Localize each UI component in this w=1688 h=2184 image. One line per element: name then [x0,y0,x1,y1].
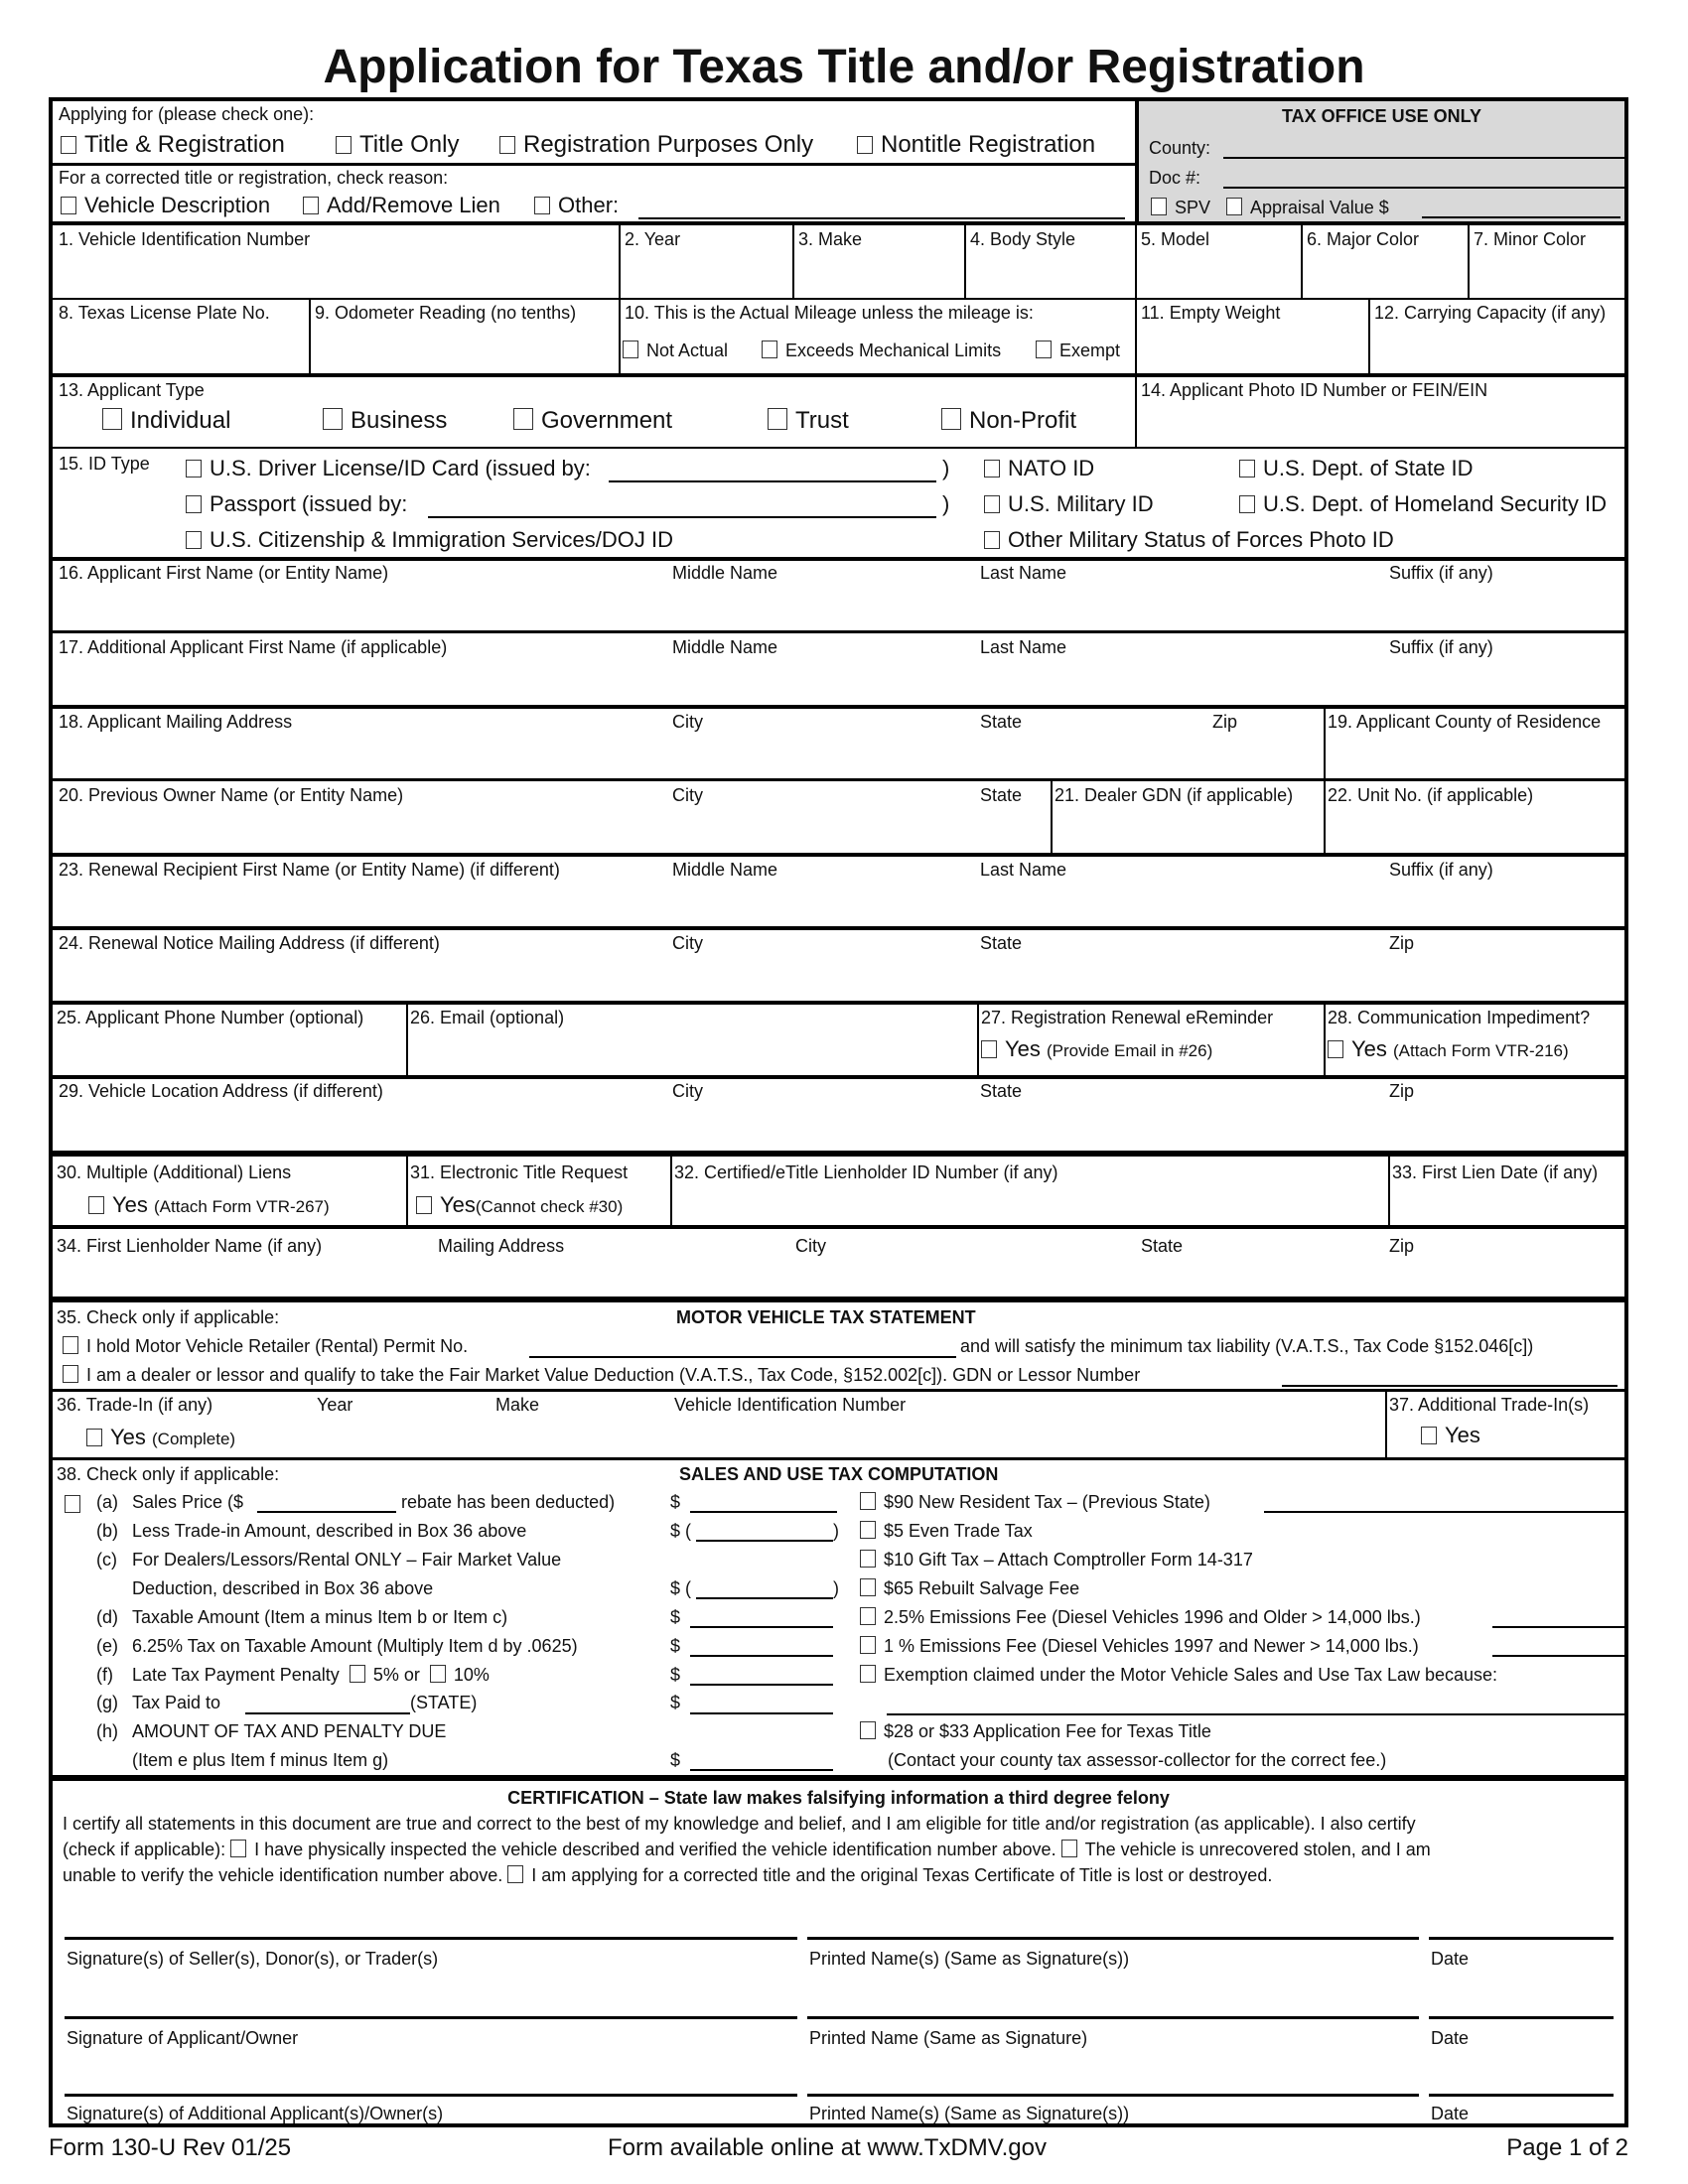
field-17-suffix[interactable]: Suffix (if any) [1389,637,1493,657]
field-9-odometer[interactable]: 9. Odometer Reading (no tenths) [315,303,577,323]
item-e-amount-input[interactable] [690,1655,833,1657]
paren: ) [833,1578,839,1598]
additional-date-label: Date [1431,2104,1470,2123]
lost-title-checkbox[interactable] [507,1865,523,1883]
trade-in-year[interactable]: Year [317,1395,353,1415]
field-18-state[interactable]: State [980,712,1023,732]
additional-printed-name-label: Printed Name(s) (Same as Signature(s)) [809,2104,1130,2123]
checkbox[interactable] [186,460,202,478]
field-25-phone[interactable]: 25. Applicant Phone Number (optional) [57,1008,364,1027]
field-7-minor-color[interactable]: 7. Minor Color [1474,229,1587,249]
field-36-trade-in: 36. Trade-In (if any) [57,1395,213,1415]
field-12-carrying-capacity[interactable]: 12. Carrying Capacity (if any) [1374,303,1607,323]
checkbox[interactable] [323,408,343,430]
sales-price-rebate-input[interactable] [257,1511,396,1513]
item-a-amount-input[interactable] [690,1511,837,1513]
item-d-dollar: $ [670,1607,681,1627]
appraisal-input[interactable] [1422,216,1620,218]
motor-vehicle-tax-heading: MOTOR VEHICLE TAX STATEMENT [676,1307,976,1327]
applicant-type-government[interactable]: Government [513,407,672,435]
gdn-lessor-input[interactable] [1282,1385,1618,1387]
checkbox[interactable] [186,531,202,549]
checkbox[interactable] [860,1665,876,1683]
checkbox[interactable] [1036,341,1052,358]
checkbox[interactable] [336,136,352,154]
checkbox[interactable] [860,1578,876,1596]
field-16-middle-name[interactable]: Middle Name [672,563,778,583]
spv-checkbox[interactable]: SPV [1151,197,1210,218]
checkbox[interactable] [941,408,961,430]
tax-paid-state-input[interactable] [245,1712,410,1714]
even-trade-tax[interactable]: $5 Even Trade Tax [860,1520,1033,1542]
item-b-dollar: $ ( [670,1521,692,1541]
paren: ) [833,1521,839,1541]
tax-office-panel [1135,101,1624,221]
checkbox[interactable] [1226,198,1242,215]
field-6-major-color[interactable]: 6. Major Color [1307,229,1420,249]
form-online-link[interactable]: Form available online at www.TxDMV.gov [608,2134,1047,2161]
item-h-amount-input[interactable] [690,1769,833,1771]
field-14-photo-id[interactable]: 14. Applicant Photo ID Number or FEIN/EIN [1141,380,1488,400]
item-d-key: (d) [96,1607,118,1627]
emissions-25-input[interactable] [1492,1626,1627,1628]
passport-issued-by-input[interactable] [428,516,936,518]
applicant-printed-name-line[interactable] [807,2016,1419,2019]
applicant-printed-name-label: Printed Name (Same as Signature) [809,2028,1088,2048]
field-21-dealer-gdn[interactable]: 21. Dealer GDN (if applicable) [1055,785,1294,805]
checkbox[interactable] [981,1040,997,1058]
checkbox[interactable] [623,341,638,358]
doc-label: Doc #: [1149,168,1201,188]
field-34-city[interactable]: City [795,1236,826,1256]
checkbox[interactable] [88,1196,104,1214]
sales-tax-heading: SALES AND USE TAX COMPUTATION [679,1464,999,1484]
electronic-title-yes[interactable]: Yes(Cannot check #30) [416,1193,623,1219]
item-g-key: (g) [96,1693,118,1712]
item-c-text2: Deduction, described in Box 36 above [132,1578,434,1598]
field-17-middle-name[interactable]: Middle Name [672,637,778,657]
field-24-city[interactable]: City [672,933,703,953]
checkbox[interactable] [63,1365,78,1383]
field-34-zip[interactable]: Zip [1389,1236,1415,1256]
item-b-key: (b) [96,1521,118,1541]
field-20-previous-owner[interactable]: 20. Previous Owner Name (or Entity Name) [59,785,404,805]
item-a-dollar: $ [670,1492,681,1512]
field-2-year[interactable]: 2. Year [625,229,681,249]
applicant-type-business[interactable]: Business [323,407,447,435]
applicant-date-line[interactable] [1429,2016,1614,2019]
item-c-key: (c) [96,1550,117,1570]
id-type-military[interactable]: U.S. Military ID [984,492,1154,516]
field-20-state[interactable]: State [980,785,1023,805]
county-input[interactable] [1223,157,1624,159]
item-f-text: Late Tax Payment Penalty 5% or 10% [132,1665,490,1685]
field-34-first-lienholder[interactable]: 34. First Lienholder Name (if any) [57,1236,323,1256]
checkbox[interactable] [63,1336,78,1354]
applying-for-label: Applying for (please check one): [59,104,315,124]
additional-date-line[interactable] [1429,2094,1614,2097]
checkbox[interactable] [1328,1040,1343,1058]
retailer-permit-input[interactable] [529,1356,956,1358]
seller-date-label: Date [1431,1949,1470,1969]
field-16-last-name[interactable]: Last Name [980,563,1067,583]
form-id: Form 130-U Rev 01/25 [49,2134,292,2161]
field-22-unit-no[interactable]: 22. Unit No. (if applicable) [1328,785,1534,805]
checkbox[interactable] [303,197,319,214]
field-33-first-lien-date[interactable]: 33. First Lien Date (if any) [1392,1162,1599,1182]
field-31-electronic-title: 31. Electronic Title Request [410,1162,629,1182]
checkbox[interactable] [860,1636,876,1654]
corrected-other[interactable]: Other: [534,194,619,217]
item-c-text: For Dealers/Lessors/Rental ONLY – Fair Market Value [132,1550,562,1570]
checkbox[interactable] [416,1196,432,1214]
applying-for-registration-purposes[interactable]: Registration Purposes Only [499,131,813,159]
rebuilt-salvage-fee[interactable]: $65 Rebuilt Salvage Fee [860,1577,1079,1599]
item-f-amount-input[interactable] [690,1684,833,1686]
field-20-city[interactable]: City [672,785,703,805]
item-g-text: Tax Paid to [132,1693,221,1712]
field-19-county[interactable]: 19. Applicant County of Residence [1328,712,1602,732]
applicant-date-label: Date [1431,2028,1470,2048]
field-16-first-name[interactable]: 16. Applicant First Name (or Entity Name) [59,563,389,583]
additional-trade-in-yes[interactable]: Yes [1421,1424,1480,1447]
certification-line-2: (check if applicable): I have physically inspected the vehicle described and verified the vehicle identification number above. The vehicle is unrecovered stolen, and I am [63,1840,1431,1859]
field-32-lienholder-id[interactable]: 32. Certified/eTitle Lienholder ID Number (if any) [674,1162,1058,1182]
field-15-id-type: 15. ID Type [59,454,150,474]
item-a-key: (a) [96,1492,118,1512]
stolen-checkbox[interactable] [1061,1840,1077,1857]
checkbox[interactable] [860,1607,876,1625]
field-13-applicant-type: 13. Applicant Type [59,380,205,400]
id-type-other-military[interactable]: Other Military Status of Forces Photo ID [984,528,1394,552]
checkbox[interactable] [984,495,1000,513]
applicant-type-trust[interactable]: Trust [768,407,849,435]
item-g-text2: (STATE) [410,1693,478,1712]
id-type-uscis[interactable]: U.S. Citizenship & Immigration Services/DOJ ID [186,528,673,552]
checkbox[interactable] [860,1550,876,1568]
additional-signature-label: Signature(s) of Additional Applicant(s)/Owner(s) [67,2104,444,2123]
field-38-check-label: 38. Check only if applicable: [57,1464,280,1484]
doc-input[interactable] [1223,187,1624,189]
item-a-text: Sales Price ($ [132,1492,244,1512]
checkbox[interactable] [768,408,787,430]
field-30-multiple-liens: 30. Multiple (Additional) Liens [57,1162,292,1182]
mileage-not-actual[interactable]: Not Actual [623,340,728,361]
certification-line-3: unable to verify the vehicle identification number above. I am applying for a corrected title and the original Texas Certificate of Title is lost or destroyed. [63,1865,1273,1885]
trade-in-yes[interactable]: Yes (Complete) [86,1426,235,1451]
checkbox[interactable] [860,1521,876,1539]
previous-state-input[interactable] [1264,1511,1627,1513]
additional-printed-name-line[interactable] [807,2094,1419,2097]
retailer-permit-checkbox[interactable]: I hold Motor Vehicle Retailer (Rental) Permit No. [63,1335,468,1357]
field-5-model[interactable]: 5. Model [1141,229,1210,249]
communication-impediment-yes[interactable]: Yes (Attach Form VTR-216) [1328,1037,1569,1063]
sales-price-checkbox[interactable] [65,1495,80,1513]
checkbox[interactable] [102,408,122,430]
field-10-mileage-label: 10. This is the Actual Mileage unless the mileage is: [625,303,1034,323]
id-type-state-dept[interactable]: U.S. Dept. of State ID [1239,457,1474,480]
checkbox[interactable] [61,136,76,154]
item-c-dollar: $ ( [670,1578,692,1598]
field-16-suffix[interactable]: Suffix (if any) [1389,563,1493,583]
corrected-label: For a corrected title or registration, check reason: [59,168,449,188]
dl-issued-by-input[interactable] [609,480,936,482]
item-h-key: (h) [96,1721,118,1741]
field-18-city[interactable]: City [672,712,703,732]
item-f-dollar: $ [670,1665,681,1685]
checkbox[interactable] [860,1721,876,1739]
corrected-other-input[interactable] [638,217,1125,219]
field-29-zip[interactable]: Zip [1389,1081,1415,1101]
field-29-vehicle-location[interactable]: 29. Vehicle Location Address (if different) [59,1081,383,1101]
trade-in-make[interactable]: Make [495,1395,540,1415]
county-label: County: [1149,138,1211,158]
applying-for-title-registration[interactable]: Title & Registration [61,131,285,159]
checkbox[interactable] [1151,198,1167,215]
checkbox[interactable] [1239,495,1255,513]
item-a-text2: rebate has been deducted) [401,1492,616,1512]
item-b-text: Less Trade-in Amount, described in Box 36 above [132,1521,527,1541]
field-27-ereminder: 27. Registration Renewal eReminder [981,1008,1274,1027]
gift-tax[interactable]: $10 Gift Tax – Attach Comptroller Form 14-317 [860,1549,1253,1570]
ereminder-yes[interactable]: Yes (Provide Email in #26) [981,1037,1212,1063]
tax-office-heading: TAX OFFICE USE ONLY [1281,106,1482,126]
seller-printed-name-line[interactable] [807,1937,1419,1940]
id-type-nato[interactable]: NATO ID [984,457,1094,480]
id-type-driver-license[interactable]: U.S. Driver License/ID Card (issued by: [186,457,591,480]
applying-for-nontitle-registration[interactable]: Nontitle Registration [857,131,1095,159]
new-resident-tax[interactable]: $90 New Resident Tax – (Previous State) [860,1491,1210,1513]
dealer-lessor-checkbox[interactable]: I am a dealer or lessor and qualify to take the Fair Market Value Deduction (V.A.T.S., Tax Code, §152.002[c]). GDN or Lessor Number [63,1364,1140,1386]
field-34-mailing-address[interactable]: Mailing Address [438,1236,565,1256]
paren: ) [942,456,950,480]
checkbox[interactable] [984,531,1000,549]
emissions-fee-1[interactable]: 1 % Emissions Fee (Diesel Vehicles 1997 and Newer > 14,000 lbs.) [860,1635,1419,1657]
penalty-10-checkbox[interactable] [430,1665,446,1683]
seller-signature-line[interactable] [65,1937,797,1940]
certification-heading: CERTIFICATION – State law makes falsifying information a third degree felony [507,1788,1170,1808]
applicant-signature-line[interactable] [65,2016,797,2019]
seller-signature-label: Signature(s) of Seller(s), Donor(s), or Trader(s) [67,1949,439,1969]
seller-date-line[interactable] [1429,1937,1614,1940]
field-18-zip[interactable]: Zip [1212,712,1238,732]
field-23-last-name[interactable]: Last Name [980,860,1067,880]
checkbox[interactable] [86,1429,102,1446]
field-26-email[interactable]: 26. Email (optional) [410,1008,565,1027]
field-4-body-style[interactable]: 4. Body Style [970,229,1076,249]
appraisal-checkbox[interactable]: Appraisal Value $ [1226,197,1389,218]
seller-printed-name-label: Printed Name(s) (Same as Signature(s)) [809,1949,1130,1969]
trade-in-vin[interactable]: Vehicle Identification Number [674,1395,907,1415]
field-35-check-label: 35. Check only if applicable: [57,1307,280,1327]
field-3-make[interactable]: 3. Make [798,229,863,249]
id-type-passport[interactable]: Passport (issued by: [186,492,407,516]
item-e-text: 6.25% Tax on Taxable Amount (Multiply Item d by .0625) [132,1636,578,1656]
id-type-dhs[interactable]: U.S. Dept. of Homeland Security ID [1239,492,1607,516]
applicant-signature-label: Signature of Applicant/Owner [67,2028,299,2048]
checkbox[interactable] [1421,1427,1437,1444]
checkbox[interactable] [1239,460,1255,478]
checkbox[interactable] [499,136,515,154]
field-17-last-name[interactable]: Last Name [980,637,1067,657]
field-23-renewal-recipient[interactable]: 23. Renewal Recipient First Name (or Entity Name) (if different) [59,860,560,880]
checkbox[interactable] [984,460,1000,478]
inspected-checkbox[interactable] [230,1840,246,1857]
field-24-zip[interactable]: Zip [1389,933,1415,953]
applicant-type-non-profit[interactable]: Non-Profit [941,407,1076,435]
penalty-5-checkbox[interactable] [350,1665,365,1683]
field-34-state[interactable]: State [1141,1236,1184,1256]
field-11-empty-weight[interactable]: 11. Empty Weight [1141,303,1281,323]
exemption-claimed[interactable]: Exemption claimed under the Motor Vehicle Sales and Use Tax Law because: [860,1664,1497,1686]
emissions-fee-25[interactable]: 2.5% Emissions Fee (Diesel Vehicles 1996 and Older > 14,000 lbs.) [860,1606,1421,1628]
item-f-key: (f) [96,1665,113,1685]
exemption-reason-input[interactable] [887,1713,1627,1715]
checkbox[interactable] [534,197,550,214]
checkbox[interactable] [513,408,533,430]
field-23-suffix[interactable]: Suffix (if any) [1389,860,1493,880]
page-title: Application for Texas Title and/or Registration [323,41,1365,93]
field-37-additional-trade-in: 37. Additional Trade-In(s) [1389,1395,1590,1415]
mileage-exempt[interactable]: Exempt [1036,340,1120,361]
multiple-liens-yes[interactable]: Yes (Attach Form VTR-267) [88,1193,330,1219]
item-h-dollar: $ [670,1750,681,1770]
item-h-text2: (Item e plus Item f minus Item g) [132,1750,389,1770]
retailer-permit-text: and will satisfy the minimum tax liability (V.A.T.S., Tax Code §152.046[c]) [960,1336,1534,1356]
field-1-vin[interactable]: 1. Vehicle Identification Number [59,229,311,249]
application-fee-note: (Contact your county tax assessor-collector for the correct fee.) [888,1750,1387,1770]
application-fee[interactable]: $28 or $33 Application Fee for Texas Title [860,1720,1211,1742]
applying-for-title-only[interactable]: Title Only [336,131,459,159]
checkbox[interactable] [860,1492,876,1510]
checkbox[interactable] [762,341,777,358]
emissions-1-input[interactable] [1492,1655,1627,1657]
field-18-mailing-address[interactable]: 18. Applicant Mailing Address [59,712,293,732]
field-24-state[interactable]: State [980,933,1023,953]
page-number: Page 1 of 2 [1506,2134,1628,2161]
field-29-city[interactable]: City [672,1081,703,1101]
field-8-plate[interactable]: 8. Texas License Plate No. [59,303,270,323]
item-g-dollar: $ [670,1693,681,1712]
item-d-text: Taxable Amount (Item a minus Item b or Item c) [132,1607,508,1627]
certification-line-1: I certify all statements in this document are true and correct to the best of my knowledge and belief, and I am eligible for title and/or registration (as applicable). I also certify [63,1814,1416,1834]
field-23-middle-name[interactable]: Middle Name [672,860,778,880]
item-d-amount-input[interactable] [690,1626,833,1628]
checkbox[interactable] [61,197,76,214]
applicant-type-individual[interactable]: Individual [102,407,230,435]
field-17-additional-first-name[interactable]: 17. Additional Applicant First Name (if applicable) [59,637,448,657]
item-b-amount-input[interactable] [696,1540,833,1542]
additional-signature-line[interactable] [65,2094,797,2097]
field-28-communication-impediment: 28. Communication Impediment? [1328,1008,1591,1027]
corrected-vehicle-description[interactable]: Vehicle Description [61,194,270,217]
corrected-add-remove-lien[interactable]: Add/Remove Lien [303,194,500,217]
item-e-dollar: $ [670,1636,681,1656]
paren: ) [942,491,950,516]
form-body [49,97,1628,2127]
mileage-exceeds-limits[interactable]: Exceeds Mechanical Limits [762,340,1001,361]
field-29-state[interactable]: State [980,1081,1023,1101]
field-24-renewal-address[interactable]: 24. Renewal Notice Mailing Address (if different) [59,933,440,953]
item-e-key: (e) [96,1636,118,1656]
item-g-amount-input[interactable] [690,1712,833,1714]
item-h-text: AMOUNT OF TAX AND PENALTY DUE [132,1721,447,1741]
item-c-amount-input[interactable] [696,1597,833,1599]
checkbox[interactable] [186,495,202,513]
checkbox[interactable] [857,136,873,154]
